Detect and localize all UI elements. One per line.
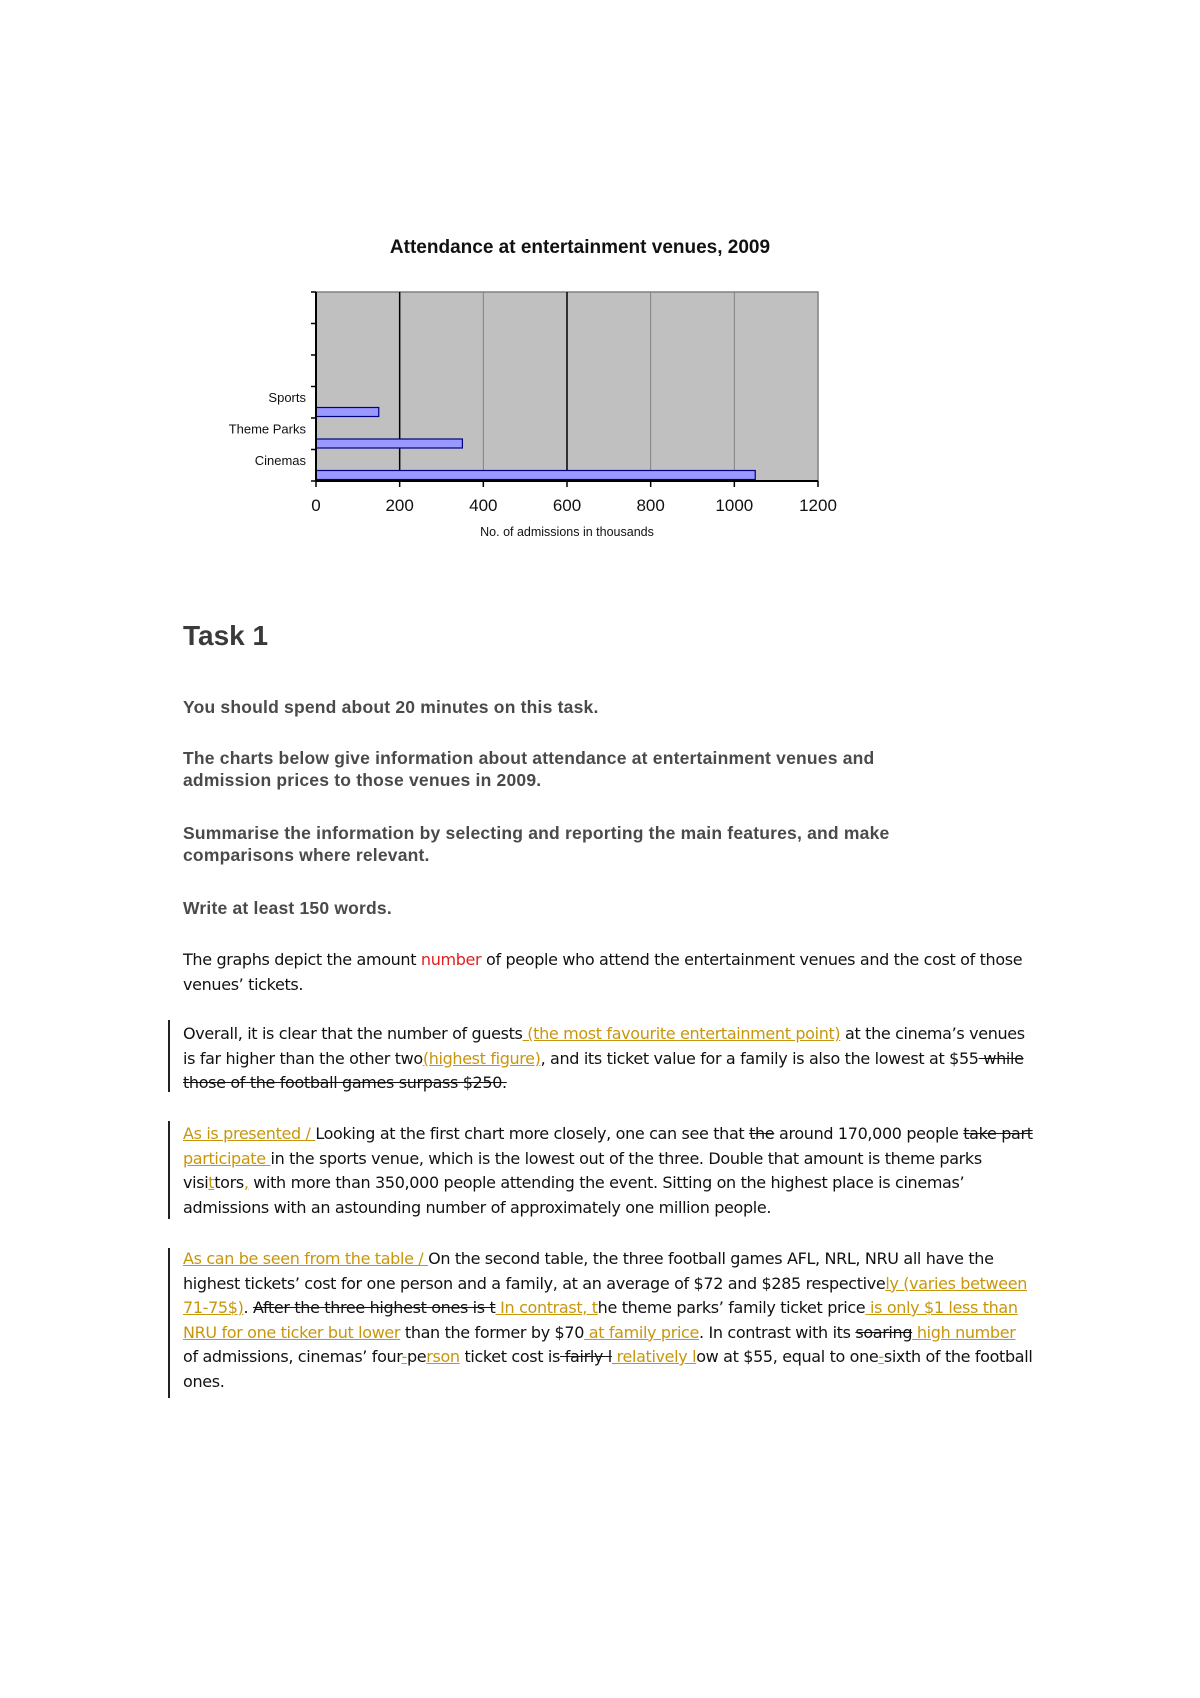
inserted-text: participate bbox=[183, 1148, 271, 1168]
x-tick-label: 1200 bbox=[799, 496, 837, 515]
instruction-charts: The charts below give information about attendance at entertainment venues and admission prices to those venues in 2009. bbox=[183, 748, 875, 790]
x-tick-label: 400 bbox=[469, 496, 498, 515]
text-run: Looking at the first chart more closely, one can see that bbox=[315, 1124, 750, 1143]
text-run: than the former by $70 bbox=[400, 1322, 585, 1342]
text-run: tors bbox=[214, 1173, 244, 1192]
change-bar bbox=[168, 1020, 170, 1092]
inserted-text: As is presented / bbox=[183, 1124, 316, 1143]
y-category-label: Cinemas bbox=[254, 453, 306, 468]
change-bar bbox=[168, 1121, 170, 1219]
deleted-text: the bbox=[749, 1124, 775, 1143]
text-run: amount bbox=[356, 950, 417, 969]
instruction-time: You should spend about 20 minutes on this task. bbox=[183, 697, 599, 717]
text-run: at the cinema’s venues is far higher than the other two bbox=[183, 1024, 1025, 1068]
bar-sports bbox=[316, 408, 379, 417]
text-run: , and its ticket value for a family is also the lowest at $55 bbox=[540, 1048, 979, 1068]
bar-cinemas bbox=[316, 471, 755, 480]
deleted-text: soaring bbox=[855, 1322, 913, 1342]
inserted-text: - bbox=[878, 1347, 884, 1366]
attendance-bar-chart bbox=[190, 225, 970, 555]
instruction-summarise: Summarise the information by selecting and reporting the main features, and make comparisons where relevant. bbox=[183, 823, 890, 865]
chart-title: Attendance at entertainment venues, 2009 bbox=[389, 237, 771, 258]
text-run: ticket cost is bbox=[459, 1347, 561, 1366]
inserted-text: (highest figure) bbox=[422, 1048, 541, 1068]
text-run: The graphs depict the bbox=[183, 950, 357, 969]
highlighted-word: number bbox=[420, 950, 482, 969]
essay-paragraph-prices bbox=[183, 1247, 1033, 1394]
text-run: . In contrast with its bbox=[699, 1322, 856, 1342]
deleted-text: while those of the football games surpass $250. bbox=[183, 1048, 1024, 1092]
inserted-text: (the most favourite entertainment point) bbox=[522, 1024, 841, 1043]
x-tick-label: 600 bbox=[552, 496, 582, 515]
inserted-text: at family price bbox=[584, 1322, 699, 1342]
text-run: sixth of the football ones. bbox=[183, 1347, 1033, 1391]
x-tick-label: 1000 bbox=[715, 496, 754, 515]
text-run: On the second table, the three football games AFL, NRL, NRU all have the highest tickets’ cost for one person and a family, at an average of $72 and $285 respective bbox=[183, 1249, 994, 1293]
x-tick-label: 0 bbox=[311, 496, 321, 515]
text-run: . bbox=[243, 1298, 253, 1317]
deleted-text: fairly l bbox=[560, 1347, 612, 1366]
x-tick-label: 200 bbox=[385, 496, 414, 515]
instruction-word-count: Write at least 150 words. bbox=[183, 898, 392, 918]
essay-paragraph-overview bbox=[183, 1022, 1033, 1096]
text-run: pe bbox=[406, 1347, 427, 1366]
inserted-text: - bbox=[401, 1347, 407, 1366]
y-category-label: Theme Parks bbox=[228, 421, 306, 437]
text-run: in the sports venue, which is the lowest out of the three. Double that amount is theme parks visi bbox=[183, 1148, 982, 1192]
y-category-label: Sports bbox=[268, 390, 306, 405]
deleted-text: take part bbox=[963, 1124, 1033, 1143]
inserted-text: , bbox=[243, 1173, 249, 1192]
essay-paragraph-attendance bbox=[183, 1122, 1033, 1220]
text-run: Overall, it is clear that the number of guests bbox=[183, 1024, 523, 1043]
inserted-text: rson bbox=[426, 1347, 460, 1366]
inserted-text: t bbox=[208, 1173, 215, 1192]
bar-theme-parks bbox=[316, 439, 462, 448]
deleted-text: After the three highest ones is t bbox=[252, 1298, 496, 1317]
x-tick-label: 800 bbox=[636, 496, 665, 515]
text-run: ow at $55, equal to one bbox=[696, 1347, 879, 1366]
text-run: of people who attend the entertainment venues and the cost of those venues’ tickets. bbox=[183, 950, 1023, 994]
inserted-text: relatively l bbox=[611, 1347, 697, 1366]
inserted-text: As can be seen from the table / bbox=[183, 1249, 429, 1268]
text-run: around 170,000 people bbox=[774, 1124, 964, 1143]
text-run: he theme parks’ family ticket price bbox=[597, 1298, 866, 1317]
inserted-text: In contrast, t bbox=[495, 1298, 598, 1317]
inserted-text: is only $1 less than NRU for one ticker but lower bbox=[183, 1298, 1018, 1342]
task-title: Task 1 bbox=[183, 620, 269, 651]
text-run: of admissions, cinemas’ four bbox=[183, 1347, 402, 1366]
text-run: with more than 350,000 people attending the event. Sitting on the highest place is cinemas’ admissions with an astounding number of approximately one million people. bbox=[183, 1173, 965, 1217]
essay-paragraph-intro bbox=[183, 948, 1033, 997]
change-bar bbox=[168, 1248, 170, 1398]
inserted-text: high number bbox=[912, 1322, 1016, 1342]
x-axis-title: No. of admissions in thousands bbox=[480, 525, 654, 539]
inserted-text: ly (varies between 71-75$) bbox=[183, 1273, 1028, 1317]
